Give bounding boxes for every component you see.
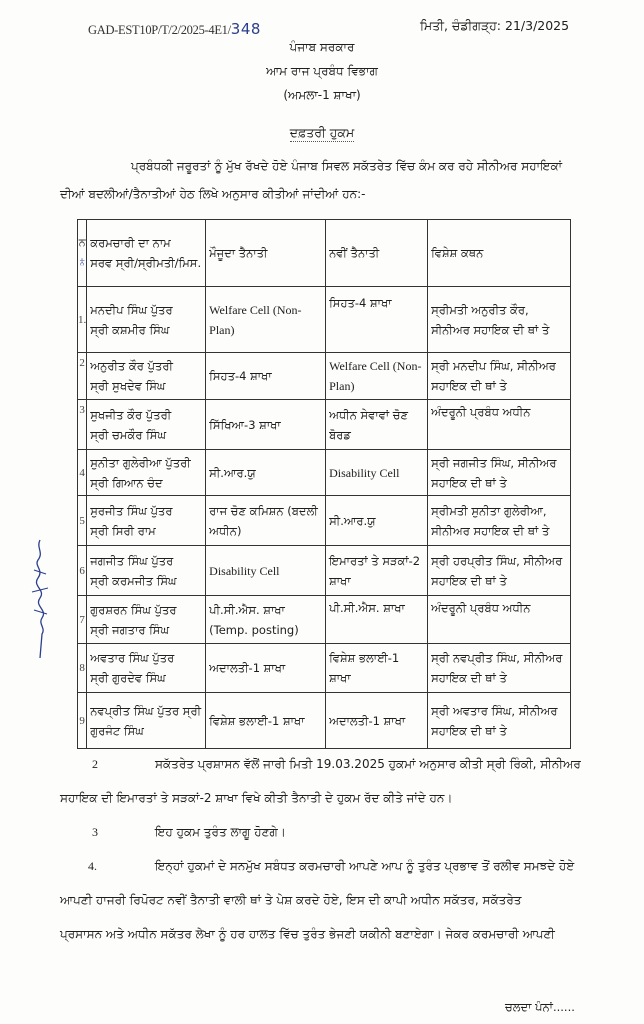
row-remarks: ਅੰਦਰੂਨੀ ਪ੍ਰਬੰਧ ਅਧੀਨ [428,400,571,450]
row-remarks: ਅੰਦਰੂਨੀ ਪ੍ਰਬੰਧ ਅਧੀਨ [428,596,571,644]
row-name-line1: ਅਵਤਾਰ ਸਿੰਘ ਪੁੱਤਰ [90,651,175,665]
row-name-line2: ਸ੍ਰੀ ਸੁਖਦੇਵ ਸਿੰਘ [90,379,166,393]
row-new-posting: ਅਦਾਲਤੀ-1 ਸ਼ਾਖਾ [326,693,428,749]
table-row [78,353,571,400]
row-name-line1: ਅਨੁਰੀਤ ਕੌਰ ਪੁੱਤਰੀ [90,359,173,373]
row-new-posting: ਸਿਹਤ-4 ਸ਼ਾਖਾ [326,287,428,353]
paragraph-4-line1: ਇਨ੍ਹਾਂ ਹੁਕਮਾਂ ਦੇ ਸਨਮੁੱਖ ਸਬੰਧਤ ਕਰਮਚਾਰੀ ਆਪਣੇ ਆਪ ਨੂੰ ਤੁਰੰਤ ਪ੍ਰਭਾਵ ਤੋਂ ਰਲੀਵ ਸਮਝਦੇ ਹੋਏ [155,859,575,873]
row-current-posting: Disability Cell [206,546,326,596]
row-serial: 2 [78,353,87,400]
row-current-posting: ਸਿੱਖਿਆ-3 ਸ਼ਾਖਾ [206,400,326,450]
row-remarks: ਸ੍ਰੀ ਨਵਪ੍ਰੀਤ ਸਿੰਘ, ਸੀਨੀਅਰ ਸਹਾਇਕ ਦੀ ਥਾਂ ਤੇ [428,644,571,693]
row-serial: 7 [78,596,87,644]
row-serial: 3 [78,400,87,450]
document-title-text: ਦਫ਼ਤਰੀ ਹੁਕਮ [289,125,355,140]
row-name-line2: ਸ੍ਰੀ ਗਿਆਨ ਚੰਦ [90,475,163,490]
handwritten-signature [20,530,60,660]
row-name [87,693,206,749]
row-serial: 4 [78,450,87,496]
row-name [87,596,206,644]
row-name [87,353,206,400]
table-row [78,546,571,596]
reference-number [88,20,261,38]
branch-name: (ਅਮਲਾ-1 ਸ਼ਾਖਾ) [283,88,361,102]
row-serial: 9 [78,693,87,749]
row-name-line2: ਗੁਰਜੰਟ ਸਿੰਘ [90,723,144,738]
row-name [87,644,206,693]
row-current-posting: Welfare Cell (Non-Plan) [206,287,326,353]
government-name: ਪੰਜਾਬ ਸਰਕਾਰ [289,40,355,54]
row-new-posting: ਪੀ.ਸੀ.ਐਸ. ਸ਼ਾਖਾ [326,596,428,644]
posting-table [77,219,571,749]
issue-date: ਮਿਤੀ, ਚੰਡੀਗੜ੍ਹ: 21/3/2025 [420,18,570,33]
row-name-line1: ਸੁਰਜੀਤ ਸਿੰਘ ਪੁੱਤਰ [90,503,173,518]
header-serial [78,220,87,287]
row-remarks: ਸ੍ਰੀ ਮਨਦੀਪ ਸਿੰਘ, ਸੀਨੀਅਰ ਸਹਾਇਕ ਦੀ ਥਾਂ ਤੇ [428,353,571,400]
row-new-posting: Disability Cell [326,450,428,496]
paragraph-2-number: 2 [92,757,98,771]
row-name [87,496,206,546]
row-name-line1: ਗੁਰਸ਼ਰਨ ਸਿੰਘ ਪੁੱਤਰ [90,602,177,617]
row-name-line2: ਸ੍ਰੀ ਜਗਤਾਰ ਸਿੰਘ [90,622,170,637]
header-remarks: ਵਿਸ਼ੇਸ਼ ਕਥਨ [428,220,571,287]
table-row [78,450,571,496]
table-header-row [78,220,571,287]
header-name-line2: ਸਰਵ ਸ੍ਰੀ/ਸ੍ਰੀਮਤੀ/ਮਿਸ. [90,256,202,270]
table-row [78,400,571,450]
row-name [87,450,206,496]
header-name [87,220,206,287]
row-name [87,400,206,450]
row-remarks: ਸ੍ਰੀ ਹਰਪ੍ਰੀਤ ਸਿੰਘ, ਸੀਨੀਅਰ ਸਹਾਇਕ ਦੀ ਥਾਂ ਤੇ [428,546,571,596]
paragraph-2-line2: ਸਹਾਇਕ ਦੀ ਇਮਾਰਤਾਂ ਤੇ ਸੜਕਾਂ-2 ਸ਼ਾਖਾ ਵਿਖੇ ਕੀਤੀ ਤੈਨਾਤੀ ਦੇ ਹੁਕਮ ਰੱਦ ਕੀਤੇ ਜਾਂਦੇ ਹਨ। [60,791,453,805]
paragraph-2-line1: ਸਕੱਤਰੇਤ ਪ੍ਰਸ਼ਾਸਨ ਵੱਲੋਂ ਜਾਰੀ ਮਿਤੀ 19.03.2025 ਹੁਕਮਾਂ ਅਨੁਸਾਰ ਕੀਤੀ ਸ੍ਰੀ ਰਿੰਕੀ, ਸੀਨੀਅਰ [155,757,581,771]
row-name-line1: ਸੁਖਜੀਤ ਕੌਰ ਪੁੱਤਰੀ [90,407,172,422]
paragraph-3-number: 3 [92,825,98,839]
paragraph-4-line2: ਆਪਣੀ ਹਾਜਰੀ ਰਿਪੋਰਟ ਨਵੀਂ ਤੈਨਾਤੀ ਵਾਲੀ ਥਾਂ ਤੇ ਪੇਸ਼ ਕਰਦੇ ਹੋਏ, ਇਸ ਦੀ ਕਾਪੀ ਅਧੀਨ ਸਕੱਤਰ, ਸਕੱਤਰੇਤ [60,893,522,907]
row-remarks: ਸ੍ਰੀ ਅਵਤਾਰ ਸਿੰਘ, ਸੀਨੀਅਰ ਸਹਾਇਕ ਦੀ ਥਾਂ ਤੇ [428,693,571,749]
header-name-line1: ਕਰਮਚਾਰੀ ਦਾ ਨਾਮ [90,236,171,250]
intro-line-1: ਪ੍ਰਬੰਧਕੀ ਜਰੂਰਤਾਂ ਨੂੰ ਮੁੱਖ ਰੱਖਦੇ ਹੋਏ ਪੰਜਾਬ ਸਿਵਲ ਸਕੱਤਰੇਤ ਵਿੱਚ ਕੰਮ ਕਰ ਰਹੇ ਸੀਨੀਅਰ ਸਹਾਇਕਾਂ [131,159,563,173]
row-name [87,546,206,596]
row-current-posting: ਵਿਸ਼ੇਸ਼ ਭਲਾਈ-1 ਸ਼ਾਖਾ [206,693,326,749]
row-current-posting: ਅਦਾਲਤੀ-1 ਸ਼ਾਖਾ [206,644,326,693]
table-row [78,693,571,749]
row-name [87,287,206,353]
table-row [78,596,571,644]
paragraph-4-line3: ਪ੍ਰਸਾਸਨ ਅਤੇ ਅਧੀਨ ਸਕੱਤਰ ਲੇਖਾ ਨੂੰ ਹਰ ਹਾਲਤ ਵਿੱਚ ਤੁਰੰਤ ਭੇਜਣੀ ਯਕੀਨੀ ਬਣਾਏਗਾ। ਜੇਕਰ ਕਰਮਚਾਰੀ ਆਪਣੀ [60,927,555,941]
header-current-posting: ਮੌਜੂਦਾ ਤੈਨਾਤੀ [206,220,326,287]
intro-line-2: ਦੀਆਂ ਬਦਲੀਆਂ/ਤੈਨਾਤੀਆਂ ਹੇਠ ਲਿਖੇ ਅਨੁਸਾਰ ਕੀਤੀਆਂ ਜਾਂਦੀਆਂ ਹਨ:- [60,187,366,201]
row-current-posting: ਸਿਹਤ-4 ਸ਼ਾਖਾ [206,353,326,400]
paragraph-4-number: 4. [88,859,97,873]
row-name-line1: ਨਵਪ੍ਰੀਤ ਸਿੰਘ ਪੁੱਤਰ ਸ੍ਰੀ [90,703,202,718]
row-current-posting: ਰਾਜ ਚੋਣ ਕਮਿਸ਼ਨ (ਬਦਲੀ ਅਧੀਨ) [206,496,326,546]
row-new-posting: ਇਮਾਰਤਾਂ ਤੇ ਸੜਕਾਂ-2 ਸ਼ਾਖਾ [326,546,428,596]
row-new-posting: Welfare Cell (Non-Plan) [326,353,428,400]
row-name-line1: ਜਗਜੀਤ ਸਿੰਘ ਪੁੱਤਰ [90,553,174,568]
row-name-line2: ਸ੍ਰੀ ਕਰਮਜੀਤ ਸਿੰਘ [90,573,177,588]
row-serial: 1. [78,287,87,353]
reference-number-printed: GAD-EST10P/T/2/2025-4E1/ [88,23,231,37]
row-new-posting: ਸੀ.ਆਰ.ਯੁ [326,496,428,546]
row-name-line2: ਸ੍ਰੀ ਚਮਕੌਰ ਸਿੰਘ [90,427,167,442]
table-row [78,496,571,546]
row-name-line2: ਸ੍ਰੀ ਗੁਰਦੇਵ ਸਿੰਘ [90,671,166,685]
row-serial: 8 [78,644,87,693]
row-serial: 5 [78,496,87,546]
header-new-posting: ਨਵੀਂ ਤੈਨਾਤੀ [326,220,428,287]
row-new-posting: ਅਧੀਨ ਸੇਵਾਵਾਂ ਚੋਣ ਬੋਰਡ [326,400,428,450]
row-name-line1: ਮਨਦੀਪ ਸਿੰਘ ਪੁੱਤਰ [90,302,173,317]
row-name-line2: ਸ੍ਰੀ ਸਿਰੀ ਰਾਮ [90,523,156,538]
header-serial-bottom: ਨੰ [79,259,85,267]
row-new-posting: ਵਿਸ਼ੇਸ਼ ਭਲਾਈ-1 ਸ਼ਾਖਾ [326,644,428,693]
table-row [78,644,571,693]
row-name-line2: ਸ੍ਰੀ ਕਸ਼ਮੀਰ ਸਿੰਘ [90,322,170,337]
table-row [78,287,571,353]
row-remarks: ਸ੍ਰੀਮਤੀ ਅਨੁਰੀਤ ਕੌਰ, ਸੀਨੀਅਰ ਸਹਾਇਕ ਦੀ ਥਾਂ ਤੇ [428,287,571,353]
document-title [0,125,644,141]
row-remarks: ਸ੍ਰੀ ਜਗਜੀਤ ਸਿੰਘ, ਸੀਨੀਅਰ ਸਹਾਇਕ ਦੀ ਥਾਂ ਤੇ [428,450,571,496]
row-remarks: ਸ੍ਰੀਮਤੀ ਸੁਨੀਤਾ ਗੁਲੇਰੀਆ, ਸੀਨੀਅਰ ਸਹਾਇਕ ਦੀ ਥਾਂ ਤੇ [428,496,571,546]
department-name: ਆਮ ਰਾਜ ਪ੍ਰਬੰਧ ਵਿਭਾਗ [266,64,378,78]
reference-number-handwritten: 348 [230,20,261,38]
row-current-posting: ਸੀ.ਆਰ.ਯੁ [206,450,326,496]
row-current-posting: ਪੀ.ਸੀ.ਐਸ. ਸ਼ਾਖਾ (Temp. posting) [206,596,326,644]
row-serial: 6 [78,546,87,596]
header-serial-top: ਨ [78,237,86,249]
row-name-line1: ਸੁਨੀਤਾ ਗੁਲੇਰੀਆ ਪੁੱਤਰੀ [90,455,191,470]
paragraph-3-line1: ਇਹ ਹੁਕਮ ਤੁਰੰਤ ਲਾਗੂ ਹੋਣਗੇ। [155,825,286,839]
continued-page-note: ਚਲਦਾ ਪੰਨਾਂ...... [505,1000,575,1014]
